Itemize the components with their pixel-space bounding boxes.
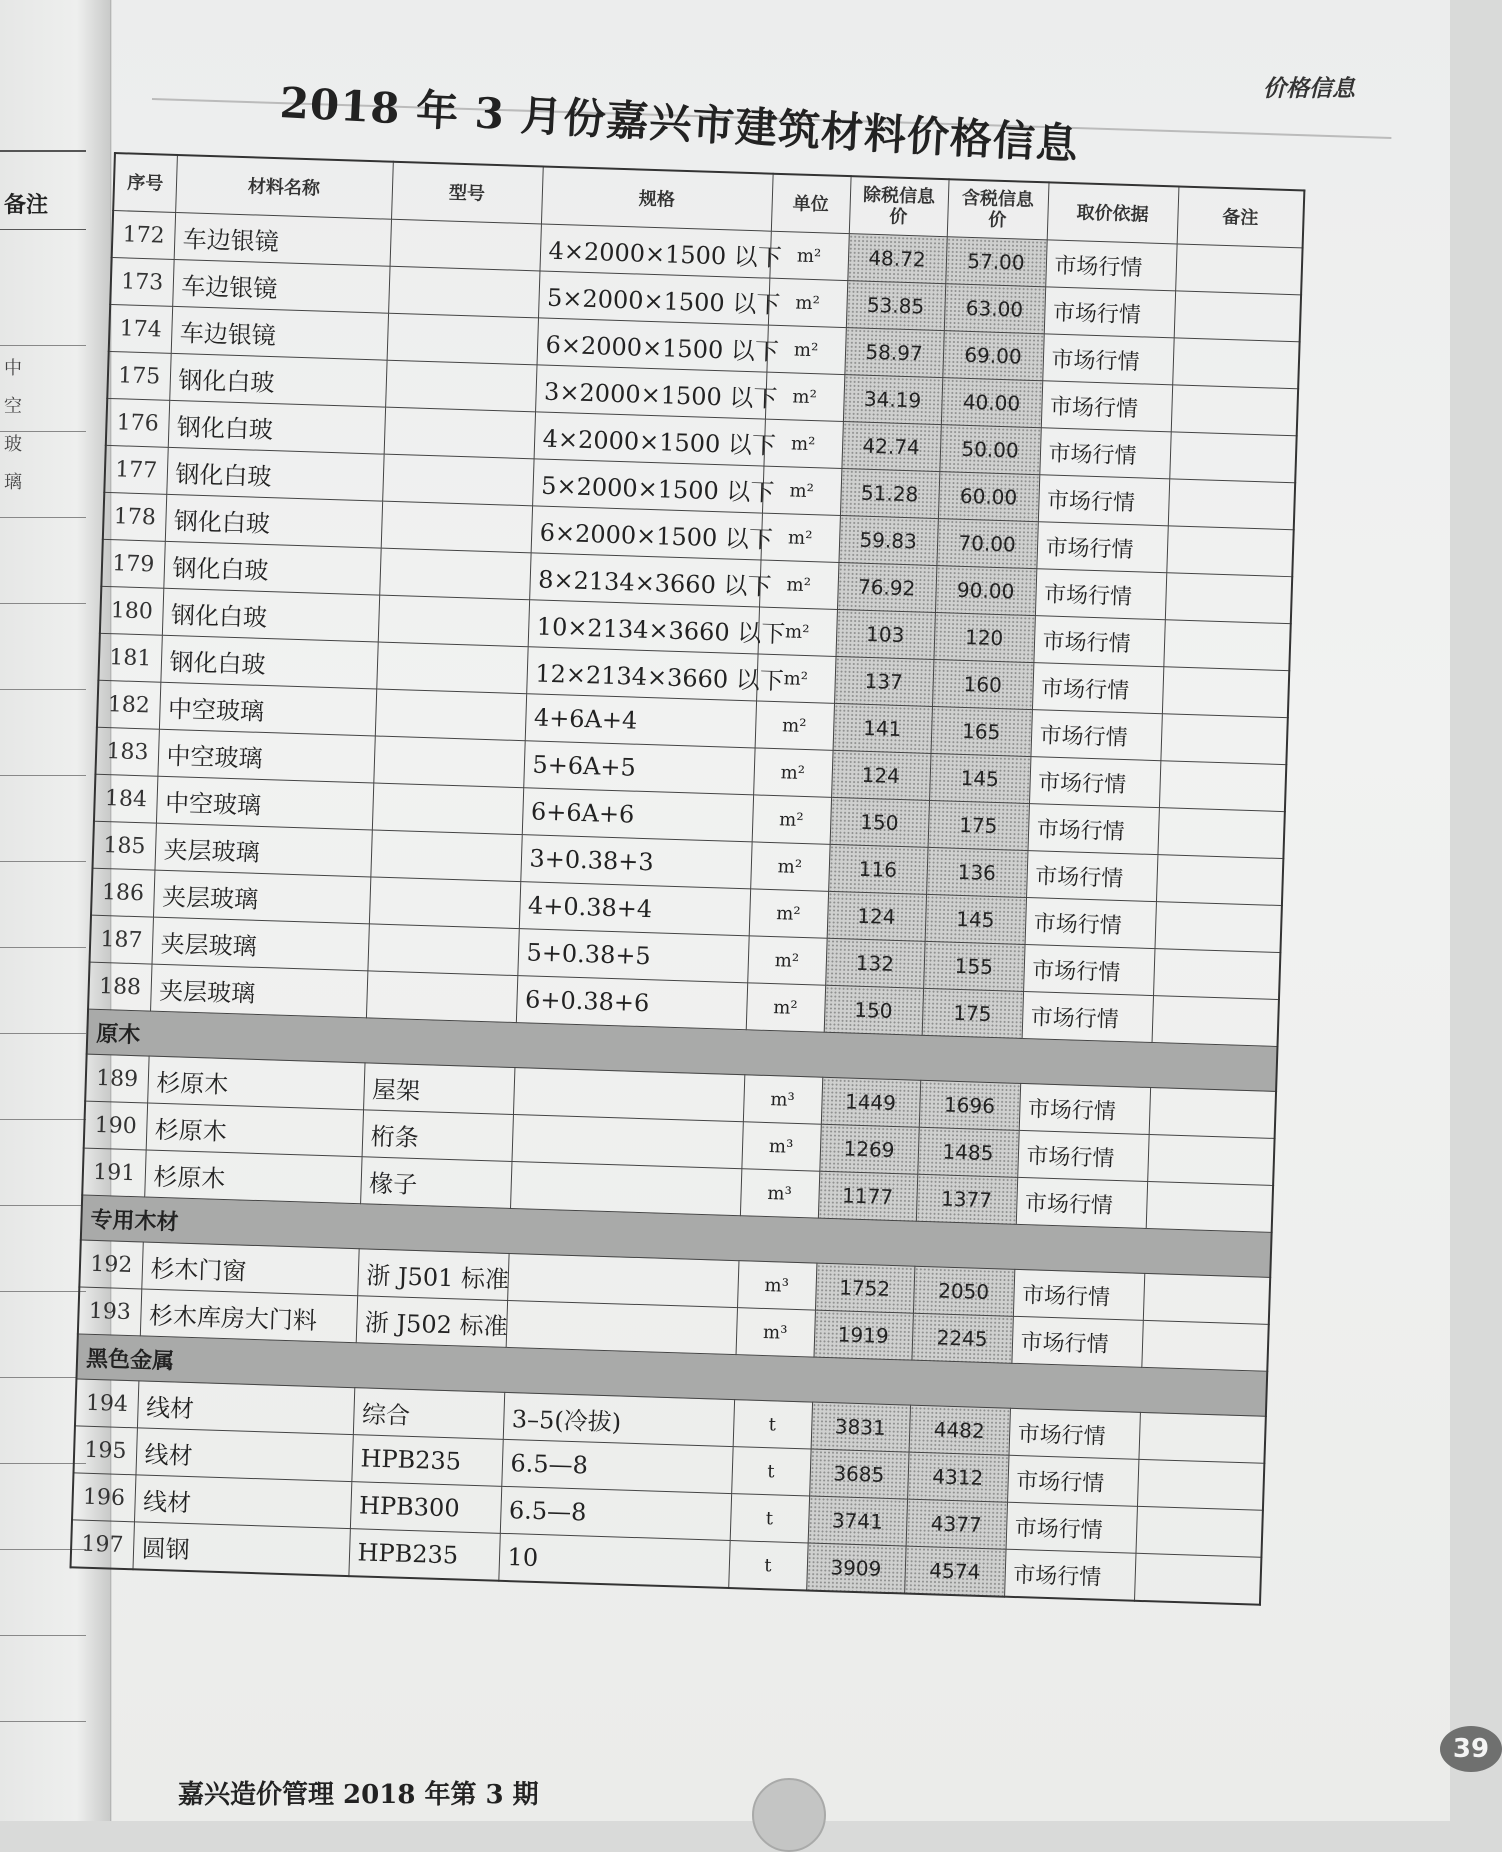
cell-spec — [507, 1253, 738, 1307]
cell-unit: m² — [756, 654, 835, 703]
cell-unit: m² — [752, 795, 831, 844]
cell-price-inc-tax: 57.00 — [945, 237, 1046, 287]
page-number: 39 — [1440, 1726, 1502, 1772]
cell-note — [1157, 808, 1284, 859]
cell-unit: t — [733, 1400, 812, 1449]
cell-name: 车边银镜 — [171, 306, 388, 360]
cell-price-inc-tax: 165 — [931, 706, 1032, 756]
cell-price-ex-tax: 150 — [824, 985, 923, 1035]
cell-basis: 市场行情 — [1042, 334, 1173, 385]
cell-unit: t — [731, 1447, 810, 1496]
table-body — [71, 211, 1303, 1605]
cell-note — [1165, 573, 1292, 624]
cell-basis: 市场行情 — [1041, 381, 1172, 432]
header-note: 备注 — [1177, 186, 1305, 247]
cell-note — [1172, 338, 1299, 389]
left-page-char: 玻 — [4, 434, 22, 455]
section-tag: 价格信息 — [1263, 76, 1355, 102]
cell-price-ex-tax: 3741 — [808, 1496, 907, 1546]
cell-price-inc-tax: 145 — [929, 753, 1030, 803]
cell-name: 杉原木 — [144, 1150, 361, 1204]
cell-price-inc-tax: 50.00 — [939, 425, 1040, 475]
cell-note — [1171, 385, 1298, 436]
cell-price-inc-tax: 4312 — [907, 1452, 1008, 1502]
left-page-char: 璃 — [4, 472, 22, 493]
cell-basis: 市场行情 — [1039, 428, 1170, 479]
cell-spec: 3–5(冷拔) — [503, 1392, 734, 1446]
cell-model — [367, 924, 518, 976]
cell-basis: 市场行情 — [1030, 710, 1161, 761]
cell-basis: 市场行情 — [1044, 287, 1175, 338]
cell-model — [372, 783, 523, 835]
cell-price-ex-tax: 137 — [834, 656, 933, 706]
cell-note — [1169, 432, 1296, 483]
cell-model — [375, 689, 526, 741]
cell-unit: m² — [768, 278, 847, 327]
cell-model: 浙 J502 标准 — [356, 1296, 507, 1348]
left-page-note-header: 备注 — [0, 150, 86, 230]
cell-name: 线材 — [137, 1381, 354, 1435]
cell-model: 椽子 — [360, 1157, 511, 1209]
left-page-char: 空 — [4, 396, 22, 417]
cell-price-inc-tax: 1696 — [919, 1080, 1020, 1130]
cell-price-inc-tax: 2050 — [913, 1266, 1014, 1316]
cell-price-ex-tax: 1449 — [821, 1077, 920, 1127]
cell-price-ex-tax: 76.92 — [837, 562, 936, 612]
cell-no: 184 — [94, 774, 157, 823]
cell-no: 192 — [79, 1240, 142, 1289]
cell-unit: m² — [753, 748, 832, 797]
cell-spec: 12×2134×3660 以下 — [526, 647, 757, 701]
cell-spec — [511, 1115, 742, 1169]
cell-spec: 4+0.38+4 — [519, 882, 750, 936]
cell-model — [390, 219, 541, 271]
cell-price-inc-tax: 40.00 — [941, 378, 1042, 428]
cell-note — [1153, 949, 1280, 1000]
cell-name: 钢化白玻 — [160, 635, 377, 689]
cell-price-inc-tax: 175 — [928, 800, 1029, 850]
cell-basis: 市场行情 — [1025, 898, 1156, 949]
cell-basis: 市场行情 — [1036, 522, 1167, 573]
binder-ring — [752, 1778, 826, 1852]
cell-basis: 市场行情 — [1022, 991, 1153, 1042]
cell-name: 钢化白玻 — [169, 353, 386, 407]
cell-model — [366, 971, 517, 1023]
cell-price-ex-tax: 53.85 — [846, 281, 945, 331]
cell-name: 杉原木 — [146, 1103, 363, 1157]
cell-note — [1149, 1088, 1276, 1139]
cell-unit: m³ — [741, 1122, 820, 1171]
cell-model — [382, 454, 533, 506]
cell-note — [1175, 244, 1302, 295]
cell-unit: m³ — [736, 1308, 815, 1357]
cell-unit: m² — [761, 513, 840, 562]
cell-name: 夹层玻璃 — [153, 870, 370, 924]
cell-note — [1134, 1553, 1261, 1604]
cell-name: 钢化白玻 — [162, 588, 379, 642]
cell-price-inc-tax: 90.00 — [935, 566, 1036, 616]
cell-unit: m² — [750, 842, 829, 891]
cell-name: 夹层玻璃 — [152, 917, 369, 971]
cell-price-ex-tax: 132 — [825, 938, 924, 988]
cell-name: 杉原木 — [147, 1056, 364, 1110]
price-table-wrapper — [69, 152, 1303, 1606]
cell-note — [1146, 1181, 1273, 1232]
cell-note — [1143, 1273, 1270, 1324]
cell-no: 186 — [91, 868, 154, 917]
cell-name: 夹层玻璃 — [154, 823, 371, 877]
cell-name: 钢化白玻 — [166, 447, 383, 501]
cell-unit: m² — [755, 701, 834, 750]
cell-model — [381, 501, 532, 553]
cell-name: 夹层玻璃 — [150, 964, 367, 1018]
cell-note — [1156, 855, 1283, 906]
cell-model: 浙 J501 标准 — [357, 1249, 508, 1301]
cell-price-inc-tax: 1377 — [916, 1174, 1017, 1224]
cell-unit: m² — [747, 936, 826, 985]
cell-no: 191 — [82, 1148, 145, 1197]
cell-spec: 5+6A+5 — [523, 741, 754, 795]
cell-model — [384, 407, 535, 459]
cell-model: 综合 — [353, 1388, 504, 1440]
cell-price-ex-tax: 1177 — [818, 1171, 917, 1221]
cell-no: 197 — [71, 1520, 134, 1569]
cell-price-ex-tax: 1752 — [815, 1263, 914, 1313]
cell-spec — [506, 1300, 737, 1354]
cell-price-ex-tax: 3909 — [806, 1543, 905, 1594]
cell-note — [1162, 667, 1289, 718]
cell-price-ex-tax: 42.74 — [841, 422, 940, 472]
cell-basis: 市场行情 — [1019, 1083, 1150, 1134]
cell-no: 189 — [85, 1054, 148, 1103]
cell-no: 188 — [88, 962, 151, 1011]
cell-model: HPB235 — [351, 1435, 502, 1487]
cell-name: 中空玻璃 — [156, 776, 373, 830]
cell-model — [379, 548, 530, 600]
cell-unit: m² — [769, 231, 848, 280]
header-model: 型号 — [391, 162, 543, 224]
cell-model — [376, 642, 527, 694]
cell-no: 196 — [72, 1473, 135, 1522]
cell-unit: m² — [759, 560, 838, 609]
cell-basis: 市场行情 — [1009, 1408, 1140, 1459]
cell-basis: 市场行情 — [1011, 1316, 1142, 1367]
cell-name: 线材 — [134, 1475, 351, 1529]
cell-name: 中空玻璃 — [159, 682, 376, 736]
cell-price-inc-tax: 63.00 — [944, 284, 1045, 334]
document-page — [81, 0, 1490, 1821]
cell-spec — [513, 1068, 744, 1122]
cell-price-inc-tax: 4574 — [904, 1546, 1005, 1597]
cell-spec: 4+6A+4 — [525, 694, 756, 748]
cell-price-inc-tax: 70.00 — [936, 519, 1037, 569]
cell-note — [1141, 1320, 1268, 1371]
cell-name: 钢化白玻 — [168, 400, 385, 454]
cell-spec: 4×2000×1500 以下 — [539, 224, 770, 278]
cell-note — [1168, 479, 1295, 530]
cell-basis: 市场行情 — [1013, 1269, 1144, 1320]
cell-spec: 10×2134×3660 以下 — [528, 600, 759, 654]
cell-name: 钢化白玻 — [165, 494, 382, 548]
cell-price-ex-tax: 1269 — [819, 1124, 918, 1174]
cell-model — [369, 877, 520, 929]
cell-spec: 5+0.38+5 — [517, 929, 748, 983]
cell-note — [1154, 902, 1281, 953]
cell-spec: 6×2000×1500 以下 — [531, 506, 762, 560]
cell-name: 车边银镜 — [174, 212, 391, 266]
cell-basis: 市场行情 — [1028, 804, 1159, 855]
cell-price-inc-tax: 145 — [925, 894, 1026, 944]
category-label: 黑色金属 — [76, 1334, 1267, 1416]
cell-basis: 市场行情 — [1007, 1455, 1138, 1506]
cell-price-ex-tax: 58.97 — [844, 328, 943, 378]
cell-no: 183 — [95, 727, 158, 776]
cell-no: 181 — [98, 633, 161, 682]
cell-basis: 市场行情 — [1006, 1502, 1137, 1553]
cell-price-ex-tax: 1919 — [813, 1310, 912, 1360]
cell-note — [1138, 1412, 1265, 1463]
cell-no: 178 — [103, 492, 166, 541]
cell-spec: 5×2000×1500 以下 — [538, 271, 769, 325]
cell-name: 钢化白玻 — [163, 541, 380, 595]
cell-unit: m³ — [743, 1075, 822, 1124]
cell-no: 187 — [90, 915, 153, 964]
cell-name: 中空玻璃 — [157, 729, 374, 783]
cell-price-ex-tax: 116 — [828, 844, 927, 894]
cell-model: HPB235 — [348, 1529, 499, 1581]
category-label: 原木 — [87, 1009, 1278, 1091]
cell-model: HPB300 — [350, 1482, 501, 1534]
cell-price-ex-tax: 59.83 — [838, 515, 937, 565]
cell-price-inc-tax: 1485 — [917, 1127, 1018, 1177]
cell-basis: 市场行情 — [1029, 757, 1160, 808]
cell-unit: m² — [746, 983, 825, 1032]
cell-note — [1166, 526, 1293, 577]
cell-price-inc-tax: 155 — [923, 941, 1024, 991]
header-name: 材料名称 — [175, 155, 393, 219]
cell-spec: 8×2134×3660 以下 — [529, 553, 760, 607]
cell-unit: m³ — [740, 1169, 819, 1218]
cell-model — [387, 313, 538, 365]
cell-no: 172 — [112, 211, 175, 260]
cell-price-ex-tax: 3831 — [811, 1402, 910, 1452]
left-page-chars — [4, 350, 24, 502]
cell-no: 182 — [97, 680, 160, 729]
cell-spec: 6.5—8 — [501, 1439, 732, 1493]
cell-no: 180 — [100, 586, 163, 635]
cell-price-inc-tax: 2245 — [911, 1313, 1012, 1363]
cell-unit: m² — [762, 466, 841, 515]
cell-price-ex-tax: 124 — [827, 891, 926, 941]
cell-no: 174 — [109, 304, 172, 353]
header-no: 序号 — [113, 153, 177, 212]
header-basis: 取价依据 — [1047, 182, 1179, 244]
cell-note — [1135, 1506, 1262, 1557]
cell-basis: 市场行情 — [1017, 1130, 1148, 1181]
header-spec: 规格 — [541, 166, 773, 231]
cell-no: 177 — [104, 445, 167, 494]
cell-name: 杉木门窗 — [141, 1242, 358, 1296]
page-title: 2018 年 3 月份嘉兴市建筑材料价格信息 — [278, 78, 1081, 169]
cell-price-inc-tax: 60.00 — [938, 472, 1039, 522]
cell-unit: m² — [765, 372, 844, 421]
cell-basis: 市场行情 — [1023, 944, 1154, 995]
cell-model — [373, 736, 524, 788]
cell-price-ex-tax: 3685 — [809, 1449, 908, 1499]
cell-unit: m² — [749, 889, 828, 938]
cell-price-ex-tax: 51.28 — [840, 469, 939, 519]
cell-unit: m³ — [737, 1261, 816, 1310]
cell-note — [1174, 291, 1301, 342]
cell-basis: 市场行情 — [1004, 1549, 1135, 1601]
cell-price-ex-tax: 34.19 — [843, 375, 942, 425]
cell-spec: 10 — [498, 1533, 729, 1588]
cell-price-ex-tax: 103 — [836, 609, 935, 659]
cell-price-inc-tax: 120 — [933, 613, 1034, 663]
cell-no: 190 — [84, 1101, 147, 1150]
cell-spec: 5×2000×1500 以下 — [532, 459, 763, 513]
cell-unit: t — [730, 1494, 809, 1543]
cell-note — [1163, 620, 1290, 671]
category-label: 专用木材 — [81, 1195, 1272, 1277]
cell-price-ex-tax: 124 — [831, 750, 930, 800]
cell-note — [1147, 1134, 1274, 1185]
cell-basis: 市场行情 — [1032, 663, 1163, 714]
cell-basis: 市场行情 — [1035, 569, 1166, 620]
cell-unit: t — [728, 1541, 807, 1591]
cell-name: 线材 — [135, 1428, 352, 1482]
cell-name: 车边银镜 — [172, 259, 389, 313]
cell-spec: 6.5—8 — [500, 1486, 731, 1540]
cell-unit: m² — [766, 325, 845, 374]
cell-price-ex-tax: 150 — [830, 797, 929, 847]
cell-no: 179 — [101, 539, 164, 588]
cell-no: 194 — [75, 1379, 138, 1428]
cell-spec: 6+6A+6 — [522, 788, 753, 842]
cell-spec: 6×2000×1500 以下 — [537, 318, 768, 372]
cell-price-ex-tax: 48.72 — [847, 234, 946, 284]
cell-basis: 市场行情 — [1045, 240, 1176, 291]
cell-no: 185 — [92, 821, 155, 870]
cell-no: 176 — [106, 398, 169, 447]
cell-model — [378, 595, 529, 647]
cell-price-inc-tax: 69.00 — [942, 331, 1043, 381]
cell-price-inc-tax: 160 — [932, 659, 1033, 709]
cell-spec: 3+0.38+3 — [520, 835, 751, 889]
header-unit: 单位 — [771, 174, 851, 234]
cell-model — [370, 830, 521, 882]
cell-model: 屋架 — [363, 1063, 514, 1115]
cell-price-inc-tax: 4482 — [909, 1405, 1010, 1455]
header-price-inc-tax: 含税信息价 — [947, 179, 1049, 240]
cell-basis: 市场行情 — [1033, 616, 1164, 667]
header-price-ex-tax: 除税信息价 — [849, 176, 949, 237]
cell-basis: 市场行情 — [1026, 851, 1157, 902]
cell-spec — [510, 1161, 741, 1215]
cell-model — [388, 266, 539, 318]
cell-note — [1160, 714, 1287, 765]
price-table — [69, 152, 1305, 1606]
cell-no: 193 — [78, 1287, 141, 1336]
cell-unit: m² — [758, 607, 837, 656]
left-page-char: 中 — [4, 358, 22, 379]
cell-spec: 6+0.38+6 — [516, 976, 747, 1030]
cell-unit: m² — [763, 419, 842, 468]
footer-journal: 嘉兴造价管理 2018 年第 3 期 — [178, 1780, 539, 1810]
cell-no: 173 — [110, 257, 173, 306]
cell-spec: 4×2000×1500 以下 — [534, 412, 765, 466]
cell-price-inc-tax: 136 — [926, 847, 1027, 897]
cell-name: 杉木库房大门料 — [140, 1289, 357, 1343]
cell-model: 桁条 — [362, 1110, 513, 1162]
cell-price-ex-tax: 141 — [833, 703, 932, 753]
cell-no: 195 — [73, 1426, 136, 1475]
cell-spec: 3×2000×1500 以下 — [535, 365, 766, 419]
cell-basis: 市场行情 — [1038, 475, 1169, 526]
cell-model — [385, 360, 536, 412]
cell-price-inc-tax: 4377 — [906, 1499, 1007, 1549]
cell-name: 圆钢 — [132, 1522, 349, 1576]
cell-price-inc-tax: 175 — [922, 988, 1023, 1038]
cell-note — [1152, 996, 1279, 1047]
cell-basis: 市场行情 — [1016, 1177, 1147, 1228]
cell-note — [1159, 761, 1286, 812]
cell-note — [1137, 1459, 1264, 1510]
cell-no: 175 — [107, 351, 170, 400]
